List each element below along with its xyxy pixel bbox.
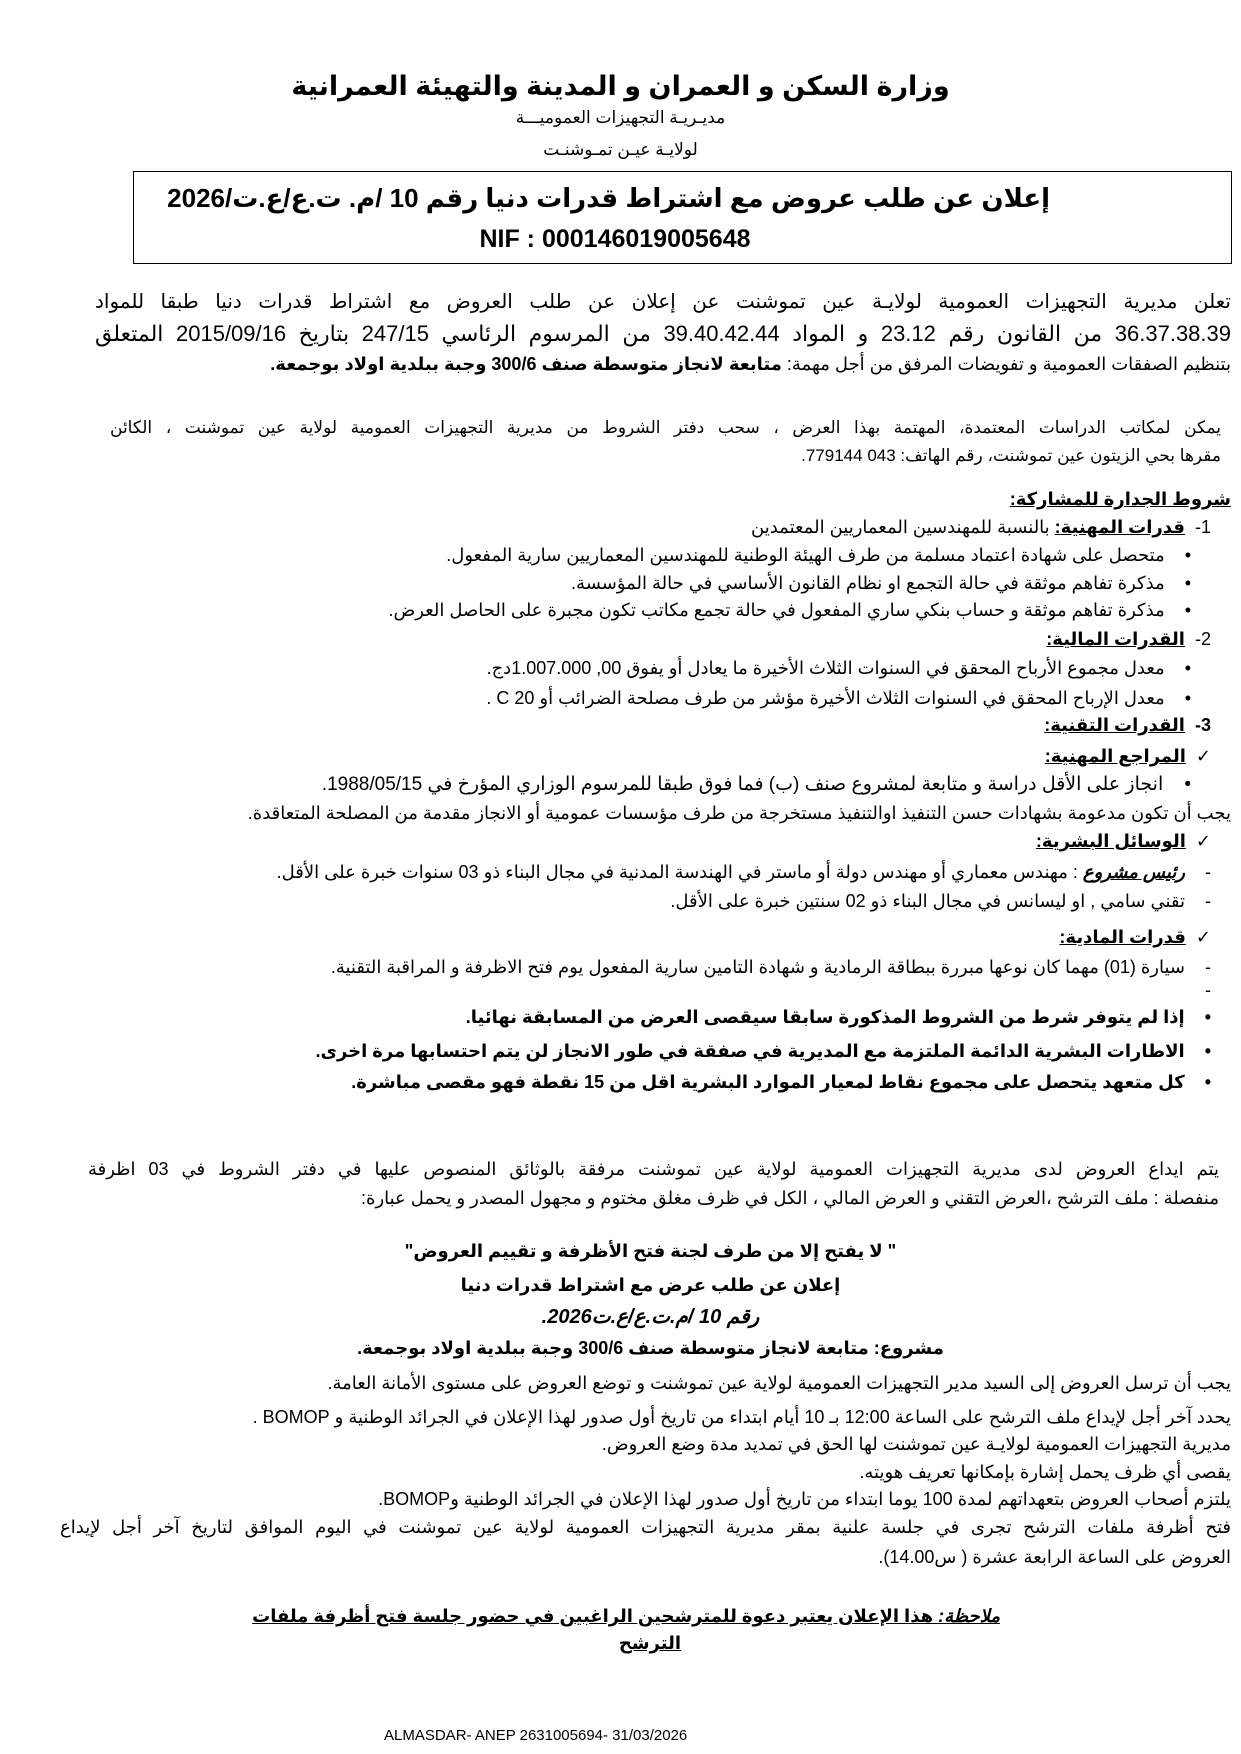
note-line-1: [252, 1604, 1000, 1628]
item-text: سيارة (01) مهما كان نوعها مبررة ببطاقة الرمادية و شهادة التامين سارية المفعول يوم فتح الاظرفة و المراقبة التقنية.: [330, 957, 1185, 977]
note-label: ملاحظة:: [938, 1606, 1000, 1626]
rule-line: مديرية التجهيزات العمومية لولايـة عين تموشنت لها الحق في تمديد مدة وضع العروض.: [601, 1434, 1231, 1454]
item-text: تقني سامي , او ليسانس في مجال البناء ذو 02 سنتين خبرة على الأقل.: [670, 891, 1185, 911]
human-label: الوسائل البشرية:: [1035, 831, 1186, 851]
item-text: معدل مجموع الأرباح المحقق في السنوات الثلاث الأخيرة ما يعادل أو يفوق 00, 1.007.000دج.: [486, 658, 1165, 678]
list-item: - تقني سامي , او ليسانس في مجال البناء ذو 02 سنتين خبرة على الأقل.: [670, 891, 1211, 911]
list-item: - رئيس مشروع : مهندس معماري أو مهندس دولة أو ماستر في الهندسة المدنية في مجال البناء ذو 03 سنوات خبرة على الأقل.: [276, 862, 1211, 882]
intro-line-2: 36.37.38.39 من القانون رقم 23.12 و المواد 39.40.42.44 من المرسوم الرئاسي 247/15 بتاريخ 2015/09/16 المتعلق: [95, 321, 1232, 346]
item-text: معدل الإرباح المحقق في السنوات الثلاث الأخيرة مؤشر من طرف مصلحة الضرائب أو C 20 .: [486, 688, 1165, 708]
nif-number: NIF : 000146019005648: [479, 225, 751, 253]
deposit-line-2: منفصلة : ملف الترشح ،العرض التقني و العرض المالي ، الكل في ظرف مغلق مختوم و مجهول المصدر و يحمل عبارة:: [361, 1188, 1219, 1208]
list-item: • انجاز على الأقل دراسة و متابعة لمشروع صنف (ب) فما فوق طبقا للمرسوم الوزاري المؤرخ في 1988/05/15.: [321, 774, 1191, 795]
section-1: [751, 515, 1211, 539]
section-3: [1044, 713, 1211, 737]
check-icon: ✓: [1195, 831, 1211, 851]
project-name: متابعة لانجاز متوسطة صنف 300/6 وجبة ببلدية اولاد بوجمعة.: [270, 354, 782, 374]
list-item: - سيارة (01) مهما كان نوعها مبررة ببطاقة الرمادية و شهادة التامين سارية المفعول يوم فتح الاظرفة و المراقبة التقنية.: [330, 957, 1211, 977]
list-item: • متحصل على شهادة اعتماد مسلمة من طرف الهيئة الوطنية للمهندسين المعماريين سارية المفعول.: [446, 545, 1191, 565]
item-text: متحصل على شهادة اعتماد مسلمة من طرف الهيئة الوطنية للمهندسين المعماريين سارية المفعول.: [446, 545, 1165, 565]
section-text: بالنسبة للمهندسين المعماريين المعتمدين: [751, 517, 1055, 537]
rule-line: يقصى أي ظرف يحمل إشارة بإمكانها تعريف هويته.: [859, 1462, 1231, 1482]
directorate-name: مديـريـة التجهيزات العموميـــة: [515, 108, 726, 127]
intro-line-1: تعلن مديرية التجهيزات العمومية لولايـة عين تموشنت عن إعلان عن طلب العروض مع اشتراط قدرات دنيا طبقا للمواد: [95, 291, 1231, 313]
list-item: • مذكرة تفاهم موثقة في حالة التجمع او نظام القانون الأساسي في حالة المؤسسة.: [571, 573, 1191, 593]
envelope-project: مشروع: متابعة لانجاز متوسطة صنف 300/6 وجبة ببلدية اولاد بوجمعة.: [357, 1338, 944, 1358]
item-text: إذا لم يتوفر شرط من الشروط المذكورة سابقا سيقصى العرض من المسابقة نهائيا.: [465, 1007, 1185, 1027]
deposit-line-1: يتم ايداع العروض لدى مديرية التجهيزات العمومية لولاية عين تموشنت مرفقة بالوثائق المنصوص عليها في دفتر الشروط في 03 اظرفة: [88, 1159, 1219, 1179]
envelope-title: إعلان عن طلب عرض مع اشتراط قدرات دنيا: [460, 1275, 841, 1295]
item-text: مذكرة تفاهم موثقة و حساب بنكي ساري المفعول في حالة تجمع مكاتب تكون مجبرة على الحاصل العرض.: [388, 600, 1165, 620]
warning-item: • الاطارات البشرية الدائمة الملتزمة مع المديرية في صفقة في طور الانجاز لن يتم احتسابها مرة اخرى.: [315, 1041, 1211, 1061]
section-label: القدرات التقنية:: [1044, 715, 1185, 735]
announcement-title: إعلان عن طلب عروض مع اشتراط قدرات دنيا رقم 10 /م. ت.ع/ع.ت/2026: [167, 183, 1050, 213]
warning-item: • كل متعهد يتحصل على مجموع نقاط لمعيار الموارد البشرية اقل من 15 نقطة فهو مقصى مباشرة.: [351, 1072, 1211, 1092]
intro-text: بتنظيم الصفقات العمومية و تفويضات المرفق من أجل مهمة:: [781, 354, 1231, 374]
refs-label: المراجع المهنية:: [1044, 746, 1186, 766]
withdraw-line-1: يمكن لمكاتب الدراسات المعتمدة، المهتمة بهذا العرض ، سحب دفتر الشروط من مديرية التجهيزات العمومية لولاية عين تموشنت ، الكائن: [110, 418, 1221, 437]
footer-reference: ALMASDAR- ANEP 2631005694- 31/03/2026: [384, 1727, 688, 1744]
section-number: 2-: [1194, 629, 1211, 649]
section-number: 1-: [1194, 517, 1211, 537]
item-text: انجاز على الأقل دراسة و متابعة لمشروع صنف (ب) فما فوق طبقا للمرسوم الوزاري المؤرخ في 1988/05/15.: [321, 774, 1164, 795]
material-label: قدرات المادية:: [1059, 927, 1186, 947]
item-text: : مهندس معماري أو مهندس دولة أو ماستر في الهندسة المدنية في مجال البناء ذو 03 سنوات خبرة على الأقل.: [276, 862, 1083, 882]
project-lead-label: رئيس مشروع: [1082, 862, 1185, 882]
rule-line: يحدد آخر أجل لإيداع ملف الترشح على الساعة 12:00 بـ 10 أيام ابتداء من تاريخ أول صدور لهذا الإعلان في الجرائد الوطنية و BOMOP .: [252, 1407, 1231, 1427]
material-heading: [1059, 925, 1211, 949]
item-text: كل متعهد يتحصل على مجموع نقاط لمعيار الموارد البشرية اقل من 15 نقطة فهو مقصى مباشرة.: [351, 1072, 1185, 1092]
list-item: • مذكرة تفاهم موثقة و حساب بنكي ساري المفعول في حالة تجمع مكاتب تكون مجبرة على الحاصل العرض.: [388, 600, 1191, 620]
check-icon: ✓: [1195, 746, 1211, 766]
section-number: 3-: [1194, 715, 1211, 735]
list-item: • معدل مجموع الأرباح المحقق في السنوات الثلاث الأخيرة ما يعادل أو يفوق 00, 1.007.000دج.: [486, 658, 1191, 678]
refs-note: يجب أن تكون مدعومة بشهادات حسن التنفيذ اوالتنفيذ مستخرجة من طرف مؤسسات عمومية أو الانجاز مقدمة من المصلحة المتعاقدة.: [247, 803, 1231, 823]
section-2: [1046, 627, 1211, 651]
wilaya-name: لولايـة عيـن تمـوشنـت: [543, 140, 698, 159]
rule-line: يجب أن ترسل العروض إلى السيد مدير التجهيزات العمومية لولاية عين تموشنت و توضع العروض على مستوى الأمانة العامة.: [327, 1373, 1231, 1393]
item-text: الاطارات البشرية الدائمة الملتزمة مع المديرية في صفقة في طور الانجاز لن يتم احتسابها مرة اخرى.: [315, 1041, 1185, 1061]
section-label: قدرات المهنية:: [1054, 517, 1185, 537]
list-item: • معدل الإرباح المحقق في السنوات الثلاث الأخيرة مؤشر من طرف مصلحة الضرائب أو C 20 .: [486, 688, 1191, 708]
list-dash: -: [1205, 980, 1211, 1000]
ministry-title: وزارة السكن و العمران و المدينة والتهيئة العمرانية: [291, 71, 950, 101]
item-text: مذكرة تفاهم موثقة في حالة التجمع او نظام القانون الأساسي في حالة المؤسسة.: [571, 573, 1165, 593]
withdraw-line-2: مقرها بحي الزيتون عين تموشنت، رقم الهاتف: 043 779144.: [801, 446, 1221, 465]
envelope-number: رقم 10 /م.ت.ع/ع.ت2026.: [541, 1306, 760, 1328]
check-icon: ✓: [1195, 927, 1211, 947]
note-line-2: الترشح: [618, 1633, 682, 1653]
rule-line: فتح أظرفة ملفات الترشح تجرى في جلسة علنية بمقر مديرية التجهيزات العمومية لولاية عين تموشنت في اليوم الموافق لتاريخ آخر أجل لإيداع: [60, 1517, 1231, 1537]
refs-heading: [1045, 744, 1211, 768]
note-text: هذا الإعلان يعتبر دعوة للمترشحين الراغبين في حضور جلسة فتح أظرفة ملفات: [252, 1606, 939, 1626]
human-heading: [1036, 829, 1211, 853]
rule-line: العروض على الساعة الرابعة عشرة ( س14.00).: [878, 1547, 1231, 1567]
conditions-heading: شروط الجدارة للمشاركة:: [1009, 489, 1231, 509]
section-label: القدرات المالية:: [1046, 629, 1185, 649]
envelope-quote: " لا يفتح إلا من طرف لجنة فتح الأظرفة و تقييم العروض": [404, 1241, 897, 1261]
warning-item: • إذا لم يتوفر شرط من الشروط المذكورة سابقا سيقصى العرض من المسابقة نهائيا.: [465, 1007, 1211, 1027]
intro-line-3: [270, 352, 1231, 376]
rule-line: يلتزم أصحاب العروض بتعهداتهم لمدة 100 يوما ابتداء من تاريخ أول صدور لهذا الإعلان في الجرائد الوطنية وBOMOP.: [378, 1489, 1231, 1509]
